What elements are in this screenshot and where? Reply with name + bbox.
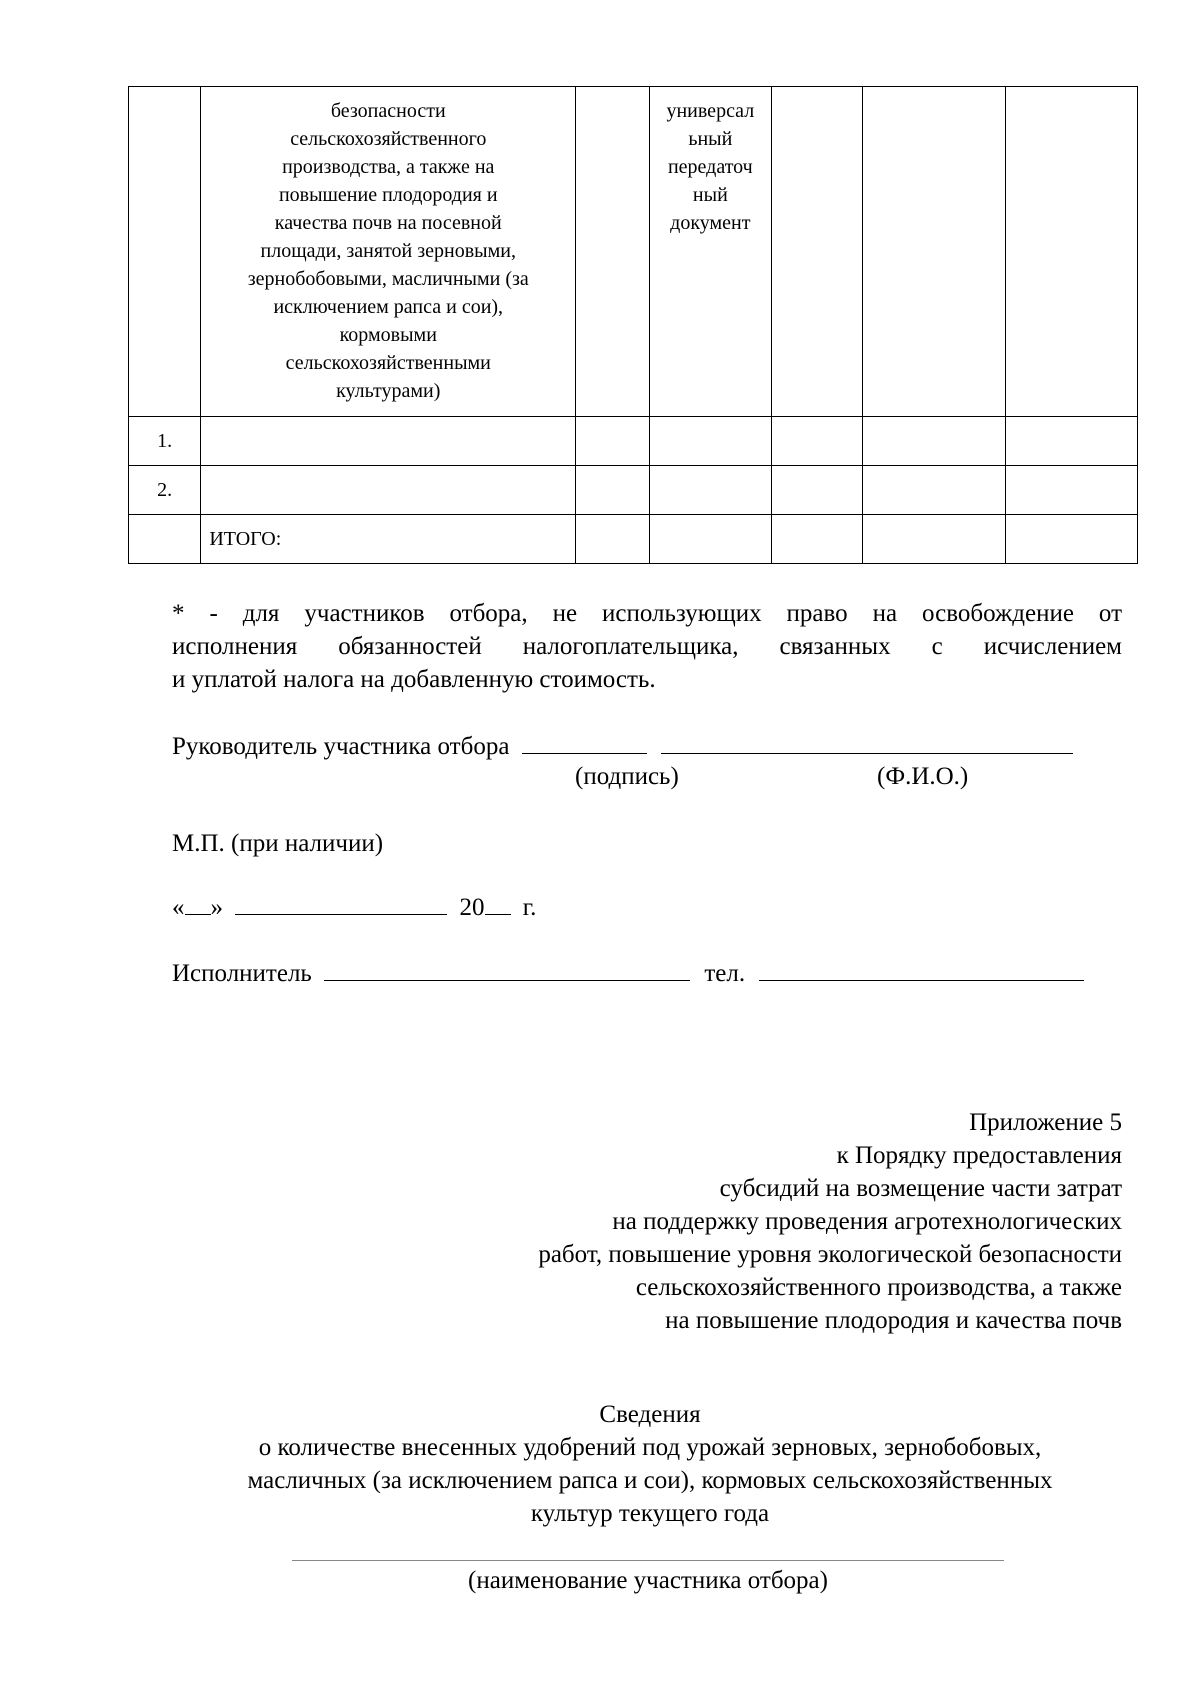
appendix-line: Приложение 5 xyxy=(969,1109,1122,1136)
table-cell xyxy=(772,515,862,564)
total-label: ИТОГО: xyxy=(201,515,576,564)
table-cell xyxy=(862,417,1006,466)
document-line: передаточ xyxy=(667,156,753,178)
fio-caption: (Ф.И.О.) xyxy=(877,763,969,790)
date-row xyxy=(172,890,536,924)
date-open-quote: « xyxy=(172,894,185,921)
table-cell xyxy=(862,87,1006,417)
table-cell xyxy=(576,417,649,466)
signature-line xyxy=(522,729,647,754)
description-line: сельскохозяйственными xyxy=(285,352,491,374)
description-line: исключением рапса и сои), xyxy=(273,296,504,318)
row-number: 2. xyxy=(129,466,201,515)
row-number: 1. xyxy=(129,417,201,466)
year-suffix: г. xyxy=(522,894,537,921)
table-cell xyxy=(576,515,649,564)
table-cell xyxy=(129,87,201,417)
head-label: Руководитель участника отбора xyxy=(172,733,510,760)
signature-caption: (подпись) xyxy=(575,763,679,790)
date-close-quote: » xyxy=(210,894,223,921)
table-cell xyxy=(1006,87,1138,417)
table-cell xyxy=(772,466,862,515)
appendix-line: работ, повышение уровня экологической безопасности xyxy=(538,1241,1122,1268)
table-cell xyxy=(862,515,1006,564)
table-cell xyxy=(649,417,772,466)
description-line: площади, занятой зерновыми, xyxy=(260,240,516,262)
appendix-line: сельскохозяйственного производства, а также xyxy=(635,1274,1122,1301)
description-line: производства, а также на xyxy=(282,156,495,178)
table-cell xyxy=(1006,466,1138,515)
title-line: Сведения xyxy=(599,1401,701,1428)
table-cell xyxy=(129,515,201,564)
phone-label: тел. xyxy=(704,960,746,987)
head-signature-row xyxy=(172,729,1073,763)
data-table xyxy=(128,86,1138,564)
executor-label: Исполнитель xyxy=(172,960,312,987)
appendix-line: субсидий на возмещение части затрат xyxy=(719,1175,1122,1202)
title-line: культур текущего года xyxy=(530,1500,770,1527)
year-line xyxy=(485,890,511,915)
description-line: культурами) xyxy=(336,380,441,402)
title-line: масличных (за исключением рапса и сои), кормовых сельскохозяйственных xyxy=(247,1467,1053,1494)
table-header-row xyxy=(129,87,1138,417)
participant-name-line xyxy=(292,1560,1004,1561)
appendix-line: на повышение плодородия и качества почв xyxy=(665,1307,1122,1334)
description-cell xyxy=(201,87,576,417)
executor-line xyxy=(324,956,690,981)
document-cell xyxy=(649,87,772,417)
footnote-line: * - для участников отбора, не использующих право на освобождение от xyxy=(172,600,1122,627)
day-line xyxy=(185,890,211,915)
year-prefix: 20 xyxy=(459,894,485,921)
document-line: универсал xyxy=(666,100,755,122)
description-line: безопасности xyxy=(330,100,446,122)
document-line: документ xyxy=(670,212,751,234)
table-cell xyxy=(201,466,576,515)
appendix-block xyxy=(538,1106,1122,1337)
table-row xyxy=(129,417,1138,466)
footnote-line: и уплатой налога на добавленную стоимость. xyxy=(172,666,656,693)
description-line: качества почв на посевной xyxy=(274,212,502,234)
description-line: кормовыми xyxy=(339,324,437,346)
table-cell xyxy=(201,417,576,466)
document-line: ный xyxy=(692,184,728,206)
table-total-row xyxy=(129,515,1138,564)
month-line xyxy=(235,890,447,915)
table-cell xyxy=(772,417,862,466)
table-cell xyxy=(576,87,649,417)
phone-line xyxy=(759,956,1084,981)
table-cell xyxy=(649,515,772,564)
description-line: зернобобовыми, масличными (за xyxy=(247,268,529,290)
fio-line xyxy=(661,729,1073,754)
table-cell xyxy=(576,466,649,515)
participant-caption: (наименование участника отбора) xyxy=(468,1567,828,1594)
appendix-line: на поддержку проведения агротехнологических xyxy=(612,1208,1122,1235)
document-line: ьный xyxy=(688,128,733,150)
table-cell xyxy=(649,466,772,515)
table-cell xyxy=(772,87,862,417)
executor-row xyxy=(172,956,1084,990)
table-cell xyxy=(1006,515,1138,564)
table-cell xyxy=(1006,417,1138,466)
appendix-line: к Порядку предоставления xyxy=(836,1142,1122,1169)
title-line: о количестве внесенных удобрений под урожай зерновых, зернобобовых, xyxy=(258,1434,1042,1461)
table-cell xyxy=(862,466,1006,515)
document-title xyxy=(100,1398,1200,1530)
stamp-label: М.П. (при наличии) xyxy=(172,830,384,857)
description-line: сельскохозяйственного xyxy=(290,128,487,150)
footnote xyxy=(172,597,1122,696)
description-line: повышение плодородия и xyxy=(278,184,498,206)
footnote-line: исполнения обязанностей налогоплательщика, связанных с исчислением xyxy=(172,633,1122,660)
table-row xyxy=(129,466,1138,515)
